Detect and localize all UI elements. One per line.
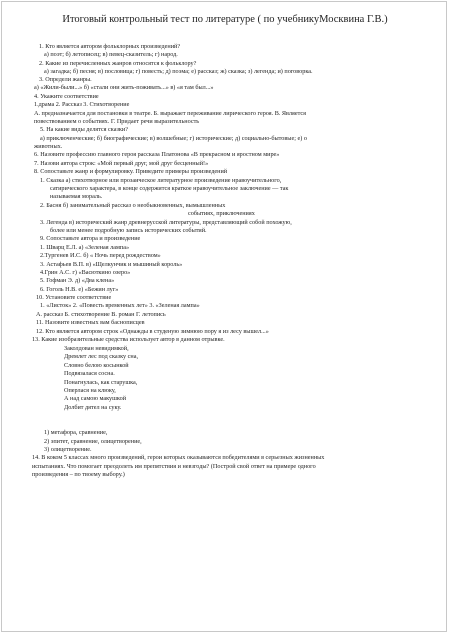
q5-options: а) приключенческие; б) биографические; в) волшебные; г) исторические; д) социально-бытовые; е) о (40, 135, 307, 142)
poem-line-6: Оперлася на клюку, (64, 387, 116, 394)
q9-row2: 2.Тургенев И.С. б) « Ночь перед рождеством» (40, 252, 161, 259)
q8: 8. Сопоставьте жанр и формулировку. Приведите примеры произведений (34, 168, 228, 175)
q13-option-3: 3) олицетворение. (44, 446, 92, 453)
document-page (1, 1, 447, 632)
poem-line-5: Понагнулась, как старушка, (64, 379, 138, 386)
q6: 6. Назовите профессию главного героя рассказа Платонова «В прекрасном и яростном мире» (34, 151, 280, 158)
q13-option-1: 1) метафора, сравнение, (44, 429, 108, 436)
poem-line-3: Словно белою косынкой (64, 362, 129, 369)
q8-row1: 1. Сказка а) стихотворное или прозаическое литературное произведение нравоучительного, (40, 177, 282, 184)
q4-defs-cont: повествованием о событиях. Г. Придает речи выразительность (34, 118, 200, 125)
q4-defs: А. предназначается для постановки в театре. Б. выражает переживание лирического героя. В. Является (34, 110, 306, 117)
q13-option-2: 2) эпитет, сравнение, олицетворение, (44, 438, 142, 445)
q9-row4: 4.Грин А.С. г) «Васюткино озеро» (40, 269, 131, 276)
q2-options: а) загадка; б) песня; в) пословица; г) повесть; д) поэма; е) рассказ; ж) сказка; з) легенда; и) поговорка. (44, 68, 313, 75)
q2: 2. Какие из перечисленных жанров относятся к фольклору? (39, 60, 197, 67)
q14: 14. В коком 5 классах много произведений, герои которых оказываются победителями в серьезных жизненных (32, 454, 325, 461)
q3: 3. Определи жанры. (39, 76, 92, 83)
q8-row2: 2. Басня б) занимательный рассказ о необыкновенных, вымышленных (40, 202, 226, 209)
poem-line-7: А над самою макушкой (64, 395, 127, 402)
poem-line-8: Долбит дятел на суку. (64, 404, 122, 411)
q14-cont2: произведения – по твоему выбору.) (32, 471, 125, 478)
poem-line-4: Подвязалася сосна. (64, 370, 115, 377)
q10-items: 1. «Листок» 2. «Повесть временных лет» 3. «Зеленая лампа» (40, 302, 200, 309)
q13: 13. Какие изобразительные средства использует автор в данном отрывке. (32, 336, 225, 343)
q9-row3: 3. Астафьев В.П. в) «Щелкунчик и мышиный король» (40, 261, 183, 268)
q5-options-cont: животных. (34, 143, 63, 150)
q9-row5: 5. Гофман Э. д) «Два клена» (40, 277, 115, 284)
q8-row2-cont: событиях, приключениях (188, 210, 255, 217)
q9-row6: 6. Гоголь Н.В. е) «Бежин луг» (40, 286, 119, 293)
q1: 1. Кто является автором фольклорных произведений? (39, 43, 181, 50)
q10-options: А. рассказ Б. стихотворение В. роман Г. летопись (36, 311, 166, 318)
q1-options: а) поэт; б) летописец; в) певец-сказитель; г) народ. (44, 51, 178, 58)
q12: 12. Кто является автором строк «Однажды в студеную зимнюю пору я из лесу вышел...» (36, 328, 269, 335)
poem-line-1: Заколдован невидимкой, (64, 345, 129, 352)
q3-options: а) «Жили-были...» б) «стали они жить-поживать...» в) «я там был...» (34, 84, 214, 91)
q5: 5. На какие виды делятся сказки? (40, 126, 128, 133)
q9-row1: 1. Шварц Е.Л. а) «Зеленая лампа» (40, 244, 130, 251)
q14-cont: испытаниях. Что помогает преодолеть им препятствия и невзгоды? (Построй свой ответ на примере одного (32, 463, 316, 470)
poem-line-2: Дремлет лес под сказку сна, (64, 353, 139, 360)
q11: 11. Назовите известных вам баснописцев (36, 319, 145, 326)
q8-row1-cont: сатирического характера, в конце содержится краткое нравоучительное заключение — так (50, 185, 289, 192)
q4: 4. Укажите соответствие (34, 93, 99, 100)
q9: 9. Сопоставьте автора и произведение (40, 235, 141, 242)
q10: 10. Установите соответствие (36, 294, 112, 301)
q8-row3: 3. Легенда в) исторический жанр древнерусской литературы, представляющий собой похожую, (40, 219, 292, 226)
q8-row1-cont2: называемая мораль. (50, 193, 103, 200)
q8-row3-cont: более или менее подробную запись исторических событий. (50, 227, 207, 234)
q4-items: 1.драма 2. Рассказ 3. Стихотворение (34, 101, 130, 108)
q7: 7. Назови автора строк: «Мой первый друг, мой друг бесценный!» (34, 160, 209, 167)
document-title: Итоговый контрольный тест по литературе ( по учебникуМосквина Г.В.) (62, 14, 388, 25)
